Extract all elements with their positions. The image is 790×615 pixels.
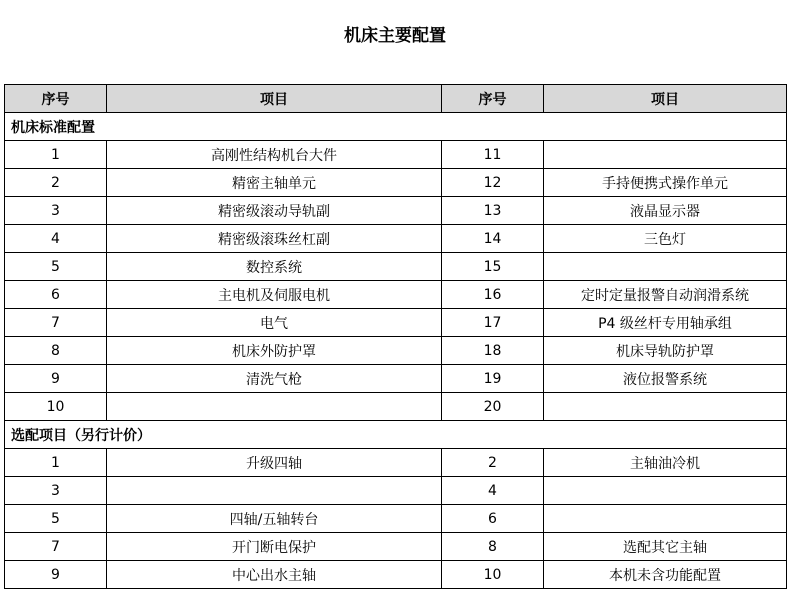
row-no-right: 6 (442, 505, 544, 533)
row-item-left: 精密主轴单元 (107, 169, 442, 197)
table-row (5, 561, 787, 589)
row-item-right: 主轴油冷机 (544, 449, 787, 477)
row-item-left: 升级四轴 (107, 449, 442, 477)
row-no-left: 3 (5, 477, 107, 505)
table-row (5, 533, 787, 561)
row-item-left: 精密级滚动导轨副 (107, 197, 442, 225)
page-title: 机床主要配置 (344, 26, 446, 46)
row-item-left: 清洗气枪 (107, 365, 442, 393)
row-no-left: 4 (5, 225, 107, 253)
row-item-right: 手持便携式操作单元 (544, 169, 787, 197)
row-item-right (544, 253, 787, 281)
row-item-right (544, 477, 787, 505)
table-row (5, 141, 787, 169)
table-row (5, 365, 787, 393)
row-item-right: 三色灯 (544, 225, 787, 253)
section-row (5, 421, 787, 449)
row-no-right: 13 (442, 197, 544, 225)
header-no-right: 序号 (442, 85, 544, 113)
row-no-right: 18 (442, 337, 544, 365)
row-item-left: 机床外防护罩 (107, 337, 442, 365)
row-item-left (107, 393, 442, 421)
row-item-left: 四轴/五轴转台 (107, 505, 442, 533)
row-no-left: 3 (5, 197, 107, 225)
row-no-right: 19 (442, 365, 544, 393)
row-no-right: 16 (442, 281, 544, 309)
row-no-right: 17 (442, 309, 544, 337)
row-no-right: 2 (442, 449, 544, 477)
row-no-right: 12 (442, 169, 544, 197)
config-table-body (5, 113, 787, 589)
row-item-right: 定时定量报警自动润滑系统 (544, 281, 787, 309)
row-no-left: 7 (5, 309, 107, 337)
row-no-left: 8 (5, 337, 107, 365)
table-row (5, 281, 787, 309)
table-row (5, 225, 787, 253)
section-row (5, 113, 787, 141)
table-row (5, 169, 787, 197)
row-no-left: 9 (5, 365, 107, 393)
header-item-right: 项目 (544, 85, 787, 113)
table-row (5, 309, 787, 337)
table-row (5, 253, 787, 281)
section-title: 机床标准配置 (5, 113, 787, 141)
row-item-right (544, 141, 787, 169)
row-no-left: 5 (5, 505, 107, 533)
row-no-right: 8 (442, 533, 544, 561)
row-item-left: 精密级滚珠丝杠副 (107, 225, 442, 253)
row-no-right: 4 (442, 477, 544, 505)
row-no-right: 20 (442, 393, 544, 421)
row-no-right: 10 (442, 561, 544, 589)
table-row (5, 337, 787, 365)
row-item-right: 本机未含功能配置 (544, 561, 787, 589)
row-item-left: 数控系统 (107, 253, 442, 281)
row-no-left: 1 (5, 449, 107, 477)
row-item-left: 电气 (107, 309, 442, 337)
table-row (5, 197, 787, 225)
row-item-left: 高刚性结构机台大件 (107, 141, 442, 169)
row-no-right: 11 (442, 141, 544, 169)
row-no-left: 10 (5, 393, 107, 421)
row-item-right: 选配其它主轴 (544, 533, 787, 561)
header-no-left: 序号 (5, 85, 107, 113)
table-row (5, 477, 787, 505)
row-no-left: 5 (5, 253, 107, 281)
row-no-left: 2 (5, 169, 107, 197)
row-item-right (544, 505, 787, 533)
table-row (5, 393, 787, 421)
row-item-left: 主电机及伺服电机 (107, 281, 442, 309)
table-row (5, 505, 787, 533)
row-item-left (107, 477, 442, 505)
row-no-left: 9 (5, 561, 107, 589)
header-row (5, 85, 787, 113)
row-item-right: 机床导轨防护罩 (544, 337, 787, 365)
row-no-right: 15 (442, 253, 544, 281)
config-table (4, 84, 787, 589)
row-no-right: 14 (442, 225, 544, 253)
row-item-right (544, 393, 787, 421)
row-no-left: 1 (5, 141, 107, 169)
table-row (5, 449, 787, 477)
header-item-left: 项目 (107, 85, 442, 113)
row-no-left: 7 (5, 533, 107, 561)
row-item-right: 液晶显示器 (544, 197, 787, 225)
row-no-left: 6 (5, 281, 107, 309)
row-item-left: 开门断电保护 (107, 533, 442, 561)
row-item-left: 中心出水主轴 (107, 561, 442, 589)
row-item-right: P4 级丝杆专用轴承组 (544, 309, 787, 337)
section-title: 选配项目（另行计价） (5, 421, 787, 449)
row-item-right: 液位报警系统 (544, 365, 787, 393)
